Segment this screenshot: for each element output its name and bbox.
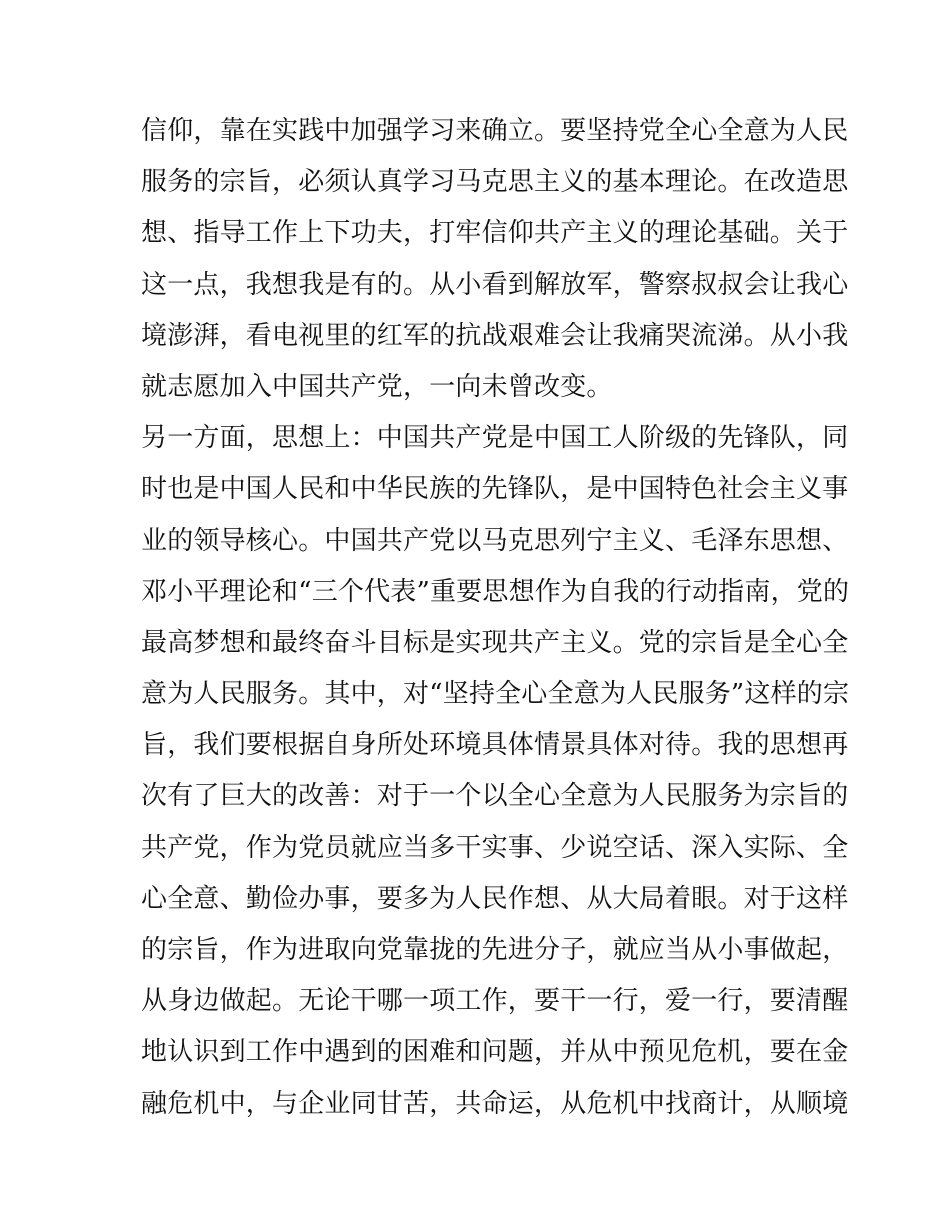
text-line: 从身边做起。无论干哪一项工作，要干一行，爱一行，要清醒 (141, 986, 849, 1017)
text-line: 这一点，我想我是有的。从小看到解放军，警察叔叔会让我心 (141, 269, 849, 300)
text-line: 地认识到工作中遇到的困难和问题，并从中预见危机，要在金 (141, 1037, 849, 1068)
text-line: 时也是中国人民和中华民族的先锋队，是中国特色社会主义事 (141, 474, 849, 505)
text-line: 最高梦想和最终奋斗目标是实现共产主义。党的宗旨是全心全 (141, 627, 849, 658)
text-line: 的宗旨，作为进取向党靠拢的先进分子，就应当从小事做起， (141, 935, 849, 965)
text-line: 意为人民服务。其中，对“坚持全心全意为人民服务”这样的宗 (141, 679, 850, 710)
text-line: 次有了巨大的改善：对于一个以全心全意为人民服务为宗旨的 (141, 781, 849, 812)
text-line: 旨，我们要根据自身所处环境具体情景具体对待。我的思想再 (141, 730, 849, 761)
text-line: 共产党，作为党员就应当多干实事、少说空话、深入实际、全 (141, 832, 849, 863)
text-line: 邓小平理论和“三个代表”重要思想作为自我的行动指南，党的 (141, 576, 850, 607)
text-line: 境澎湃，看电视里的红军的抗战艰难会让我痛哭流涕。从小我 (141, 320, 849, 351)
text-line: 信仰，靠在实践中加强学习来确立。要坚持党全心全意为人民 (141, 116, 849, 146)
text-line: 另一方面，思想上：中国共产党是中国工人阶级的先锋队，同 (141, 423, 849, 454)
text-line: 业的领导核心。中国共产党以马克思列宁主义、毛泽东思想、 (141, 525, 849, 556)
text-line: 想、指导工作上下功夫，打牢信仰共产主义的理论基础。关于 (141, 218, 849, 249)
text-line: 融危机中，与企业同甘苦，共命运，从危机中找商计，从顺境 (141, 1088, 849, 1119)
body-text (141, 106, 850, 1130)
text-line: 就志愿加入中国共产党，一向未曾改变。 (141, 371, 613, 402)
text-line: 服务的宗旨，必须认真学习马克思主义的基本理论。在改造思 (141, 167, 849, 198)
text-line: 心全意、勤俭办事，要多为人民作想、从大局着眼。对于这样 (141, 883, 849, 914)
